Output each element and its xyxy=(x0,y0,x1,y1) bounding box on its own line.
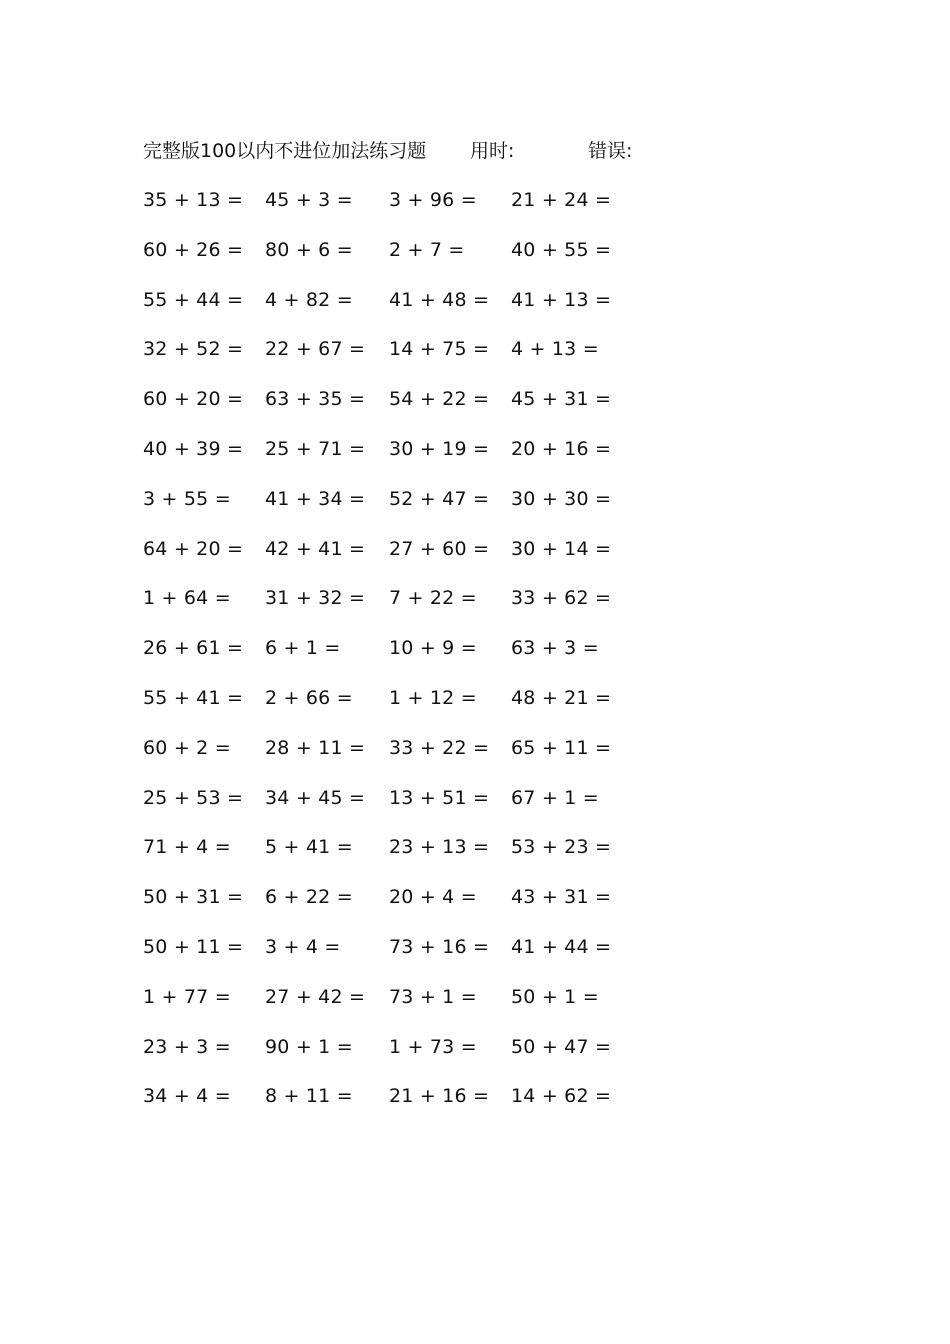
problem-item: 35 + 13 = xyxy=(143,189,244,211)
problem-item: 1 + 77 = xyxy=(143,985,231,1008)
problem-row xyxy=(143,882,663,932)
problem-item: 2 + 7 = xyxy=(389,238,465,261)
problem-item: 34 + 45 = xyxy=(265,786,366,809)
problem-item: 22 + 67 = xyxy=(265,338,366,361)
problem-item: 25 + 53 = xyxy=(143,786,244,809)
problem-item: 42 + 41 = xyxy=(265,537,366,560)
problem-item: 50 + 47 = xyxy=(511,1035,612,1058)
problem-item: 3 + 96 = xyxy=(389,189,477,211)
problem-item: 48 + 21 = xyxy=(511,686,612,709)
problem-item: 21 + 24 = xyxy=(511,189,612,211)
problem-item: 60 + 20 = xyxy=(143,388,244,411)
problem-item: 71 + 4 = xyxy=(143,836,231,859)
problem-item: 8 + 11 = xyxy=(265,1085,353,1108)
problem-item: 30 + 30 = xyxy=(511,487,612,510)
problem-row xyxy=(143,683,663,733)
problem-item: 33 + 22 = xyxy=(389,736,490,759)
problem-item: 73 + 1 = xyxy=(389,985,477,1008)
problem-item: 64 + 20 = xyxy=(143,537,244,560)
problem-item: 6 + 22 = xyxy=(265,886,353,909)
problem-item: 73 + 16 = xyxy=(389,935,490,958)
problem-row xyxy=(143,633,663,683)
problem-item: 55 + 41 = xyxy=(143,686,244,709)
problem-item: 50 + 11 = xyxy=(143,935,244,958)
problem-item: 23 + 3 = xyxy=(143,1035,231,1058)
problem-item: 55 + 44 = xyxy=(143,288,244,311)
problem-item: 43 + 31 = xyxy=(511,886,612,909)
problem-item: 50 + 31 = xyxy=(143,886,244,909)
problem-grid xyxy=(143,185,663,1131)
problem-item: 63 + 3 = xyxy=(511,637,599,660)
problem-row xyxy=(143,1032,663,1082)
problem-item: 40 + 39 = xyxy=(143,437,244,460)
problem-item: 28 + 11 = xyxy=(265,736,366,759)
problem-item: 2 + 66 = xyxy=(265,686,353,709)
problem-item: 14 + 75 = xyxy=(389,338,490,361)
problem-item: 65 + 11 = xyxy=(511,736,612,759)
problem-row xyxy=(143,1081,663,1131)
problem-item: 4 + 82 = xyxy=(265,288,353,311)
problem-item: 67 + 1 = xyxy=(511,786,599,809)
problem-row xyxy=(143,733,663,783)
problem-row xyxy=(143,384,663,434)
problem-item: 30 + 19 = xyxy=(389,437,490,460)
problem-item: 41 + 44 = xyxy=(511,935,612,958)
problem-item: 33 + 62 = xyxy=(511,587,612,610)
problem-item: 41 + 13 = xyxy=(511,288,612,311)
problem-item: 6 + 1 = xyxy=(265,637,341,660)
problem-item: 50 + 1 = xyxy=(511,985,599,1008)
problem-item: 60 + 26 = xyxy=(143,238,244,261)
error-label: 错误: xyxy=(588,140,633,162)
problem-item: 53 + 23 = xyxy=(511,836,612,859)
problem-item: 21 + 16 = xyxy=(389,1085,490,1108)
problem-row xyxy=(143,783,663,833)
problem-item: 41 + 48 = xyxy=(389,288,490,311)
problem-row xyxy=(143,534,663,584)
time-label: 用时: xyxy=(470,140,515,162)
problem-row xyxy=(143,334,663,384)
problem-item: 20 + 4 = xyxy=(389,886,477,909)
problem-row xyxy=(143,434,663,484)
problem-item: 80 + 6 = xyxy=(265,238,353,261)
problem-item: 27 + 60 = xyxy=(389,537,490,560)
problem-item: 14 + 62 = xyxy=(511,1085,612,1108)
problem-item: 7 + 22 = xyxy=(389,587,477,610)
problem-item: 45 + 31 = xyxy=(511,388,612,411)
problem-row xyxy=(143,982,663,1032)
problem-item: 31 + 32 = xyxy=(265,587,366,610)
problem-item: 54 + 22 = xyxy=(389,388,490,411)
problem-item: 13 + 51 = xyxy=(389,786,490,809)
problem-item: 41 + 34 = xyxy=(265,487,366,510)
problem-item: 1 + 73 = xyxy=(389,1035,477,1058)
worksheet-title: 完整版100以内不进位加法练习题 xyxy=(143,140,427,162)
problem-item: 20 + 16 = xyxy=(511,437,612,460)
problem-item: 3 + 4 = xyxy=(265,935,341,958)
problem-item: 3 + 55 = xyxy=(143,487,231,510)
problem-item: 25 + 71 = xyxy=(265,437,366,460)
problem-item: 10 + 9 = xyxy=(389,637,477,660)
problem-item: 4 + 13 = xyxy=(511,338,599,361)
problem-item: 23 + 13 = xyxy=(389,836,490,859)
problem-item: 1 + 64 = xyxy=(143,587,231,610)
problem-item: 5 + 41 = xyxy=(265,836,353,859)
problem-item: 34 + 4 = xyxy=(143,1085,231,1108)
problem-item: 27 + 42 = xyxy=(265,985,366,1008)
problem-row xyxy=(143,185,663,235)
problem-item: 60 + 2 = xyxy=(143,736,231,759)
problem-item: 26 + 61 = xyxy=(143,637,244,660)
problem-item: 1 + 12 = xyxy=(389,686,477,709)
problem-row xyxy=(143,932,663,982)
problem-item: 32 + 52 = xyxy=(143,338,244,361)
problem-item: 63 + 35 = xyxy=(265,388,366,411)
problem-item: 52 + 47 = xyxy=(389,487,490,510)
problem-row xyxy=(143,484,663,534)
problem-row xyxy=(143,832,663,882)
problem-row xyxy=(143,285,663,335)
problem-row xyxy=(143,583,663,633)
problem-row xyxy=(143,235,663,285)
problem-item: 90 + 1 = xyxy=(265,1035,353,1058)
problem-item: 40 + 55 = xyxy=(511,238,612,261)
problem-item: 30 + 14 = xyxy=(511,537,612,560)
problem-item: 45 + 3 = xyxy=(265,189,353,211)
